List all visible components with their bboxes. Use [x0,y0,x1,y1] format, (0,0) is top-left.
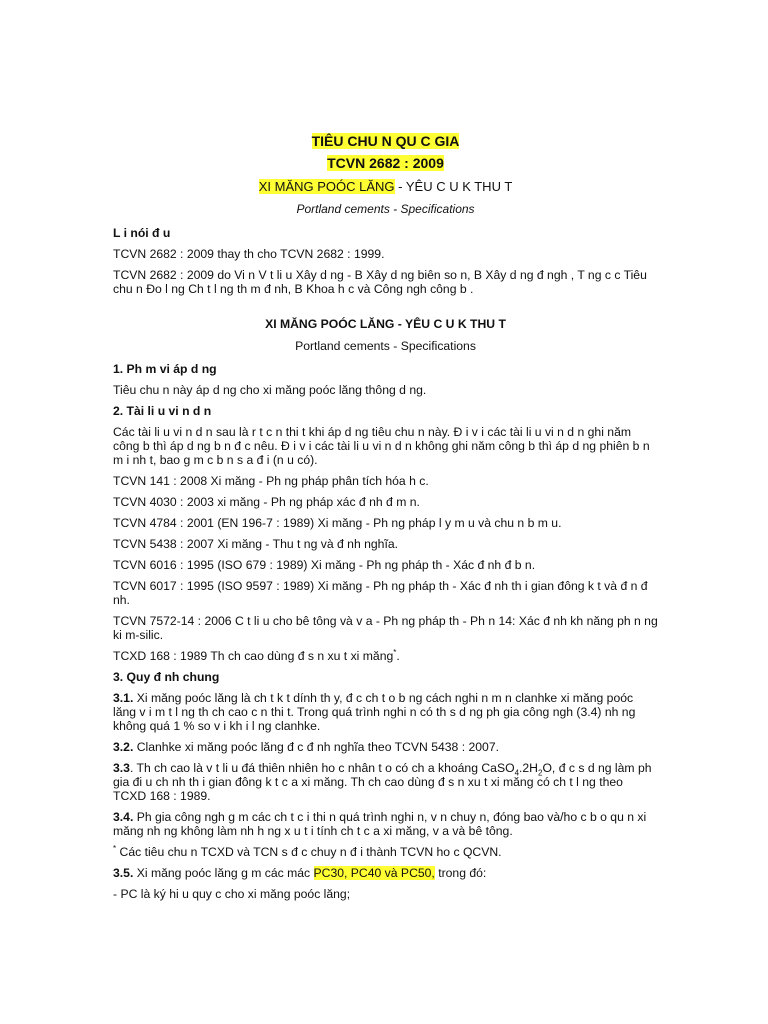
footnote-marker: * [113,843,117,853]
clause-3-3 [113,761,658,803]
footnote-marker: * [393,647,397,657]
clause-text: Clanhke xi măng poóc lăng đ c đ nh nghĩa theo TCVN 5438 : 2007. [133,740,499,754]
clause-3-1 [113,691,658,733]
reference-item: TCVN 6016 : 1995 (ISO 679 : 1989) Xi măng - Ph ng pháp th - Xác đ nh đ b n. [113,558,536,572]
clause-number: 3.5. [113,866,134,880]
clause-text: Xi măng poóc lăng g m các mác [133,866,314,880]
reference-item [113,649,658,663]
scope-heading: 1. Ph m vi áp d ng [113,362,217,376]
scope-paragraph: Tiêu chu n này áp d ng cho xi măng poóc lăng thông d ng. [113,383,427,397]
subscript: 2 [537,768,543,778]
clause-text: Xi măng poóc lăng là ch t k t dính th y, đ c ch t o b ng cách nghi n m n clanhke xi măng poóc lăng v i m t l ng th ch cao c n thi t. Trong quá trình nghi n có th s d ng ph gia công ngh (3.4) nh ng không quá 1 % so v i kh i l ng clanhke. [113,691,636,733]
clause-number: 3.2. [113,740,134,754]
general-heading: 3. Quy đ nh chung [113,670,220,684]
foreword-paragraph: TCVN 2682 : 2009 thay th cho TCVN 2682 : 1999. [113,247,385,261]
standard-heading [113,134,658,148]
clause-text: trong đó: [434,866,487,880]
clause-number: 3.4. [113,810,134,824]
clause-text: .2H [519,761,538,775]
clause-3-2 [113,740,658,754]
standard-code-text: TCVN 2682 : 2009 [327,155,444,171]
subscript: 4 [514,768,520,778]
reference-item: TCVN 5438 : 2007 Xi măng - Thu t ng và đ nh nghĩa. [113,537,399,551]
clause-number: 3.3 [113,761,130,775]
standard-title [113,180,658,194]
standard-code [113,156,658,170]
clause-3-4 [113,810,658,838]
reference-item: TCVN 7572-14 : 2006 C t li u cho bê tông và v a - Ph ng pháp th - Ph n 14: Xác đ nh kh năng ph n ng ki m-silic. [113,614,658,642]
grade-highlight: PC30, PC40 và PC50, [313,866,435,880]
standard-heading-text: TIÊU CHU N QU C GIA [311,133,460,149]
reference-item: TCVN 4030 : 2003 xi măng - Ph ng pháp xác đ nh đ m n. [113,495,420,509]
list-item: - PC là ký hi u quy c cho xi măng poóc lăng; [113,887,351,901]
foreword-paragraph: TCVN 2682 : 2009 do Vi n V t li u Xây d ng - B Xây d ng biên so n, B Xây d ng đ ngh , T ng c c Tiêu chu n Đo l ng Ch t l ng th m đ nh, B Khoa h c và Công ngh công b . [113,268,647,296]
clause-text: O, đ c s d ng làm ph gia đi u ch nh th i gian đông k t c a xi măng. Th ch cao dùng đ s n xu t xi măng có ch t l ng theo TCXD 168 : 1989. [113,761,652,803]
standard-title-highlight: XI MĂNG POÓC LĂNG [258,179,395,194]
reference-tcxd-end: . [396,649,400,663]
footnote-text: Các tiêu chu n TCXD và TCN s đ c chuy n đ i thành TCVN ho c QCVN. [116,845,502,859]
references-intro: Các tài li u vi n d n sau là r t c n thi t khi áp d ng tiêu chu n này. Đ i v i các tài li u vi n d n ghi năm công b thì áp d ng b n đ c nêu. Đ i v i các tài li u vi n d n không ghi năm công b thì áp d ng phiên b n m i nh t, bao g m c b n s a đ i (n u có). [113,425,650,467]
references-heading: 2. Tài li u vi n d n [113,404,212,418]
clause-text: . Th ch cao là v t li u đá thiên nhiên ho c nhân t o có ch a khoáng CaSO [129,761,515,775]
footnote [113,845,658,859]
english-title: Portland cements - Specifications [296,202,475,216]
section-english-title: Portland cements - Specifications [295,339,476,353]
reference-item: TCVN 6017 : 1995 (ISO 9597 : 1989) Xi măng - Ph ng pháp th - Xác đ nh th i gian đông k t và đ n đ nh. [113,579,648,607]
standard-title-rest: - YÊU C U K THU T [394,179,513,194]
reference-item: TCVN 4784 : 2001 (EN 196-7 : 1989) Xi măng - Ph ng pháp l y m u và chu n b m u. [113,516,562,530]
foreword-heading: L i nói đ u [113,226,171,240]
clause-3-5 [113,866,658,880]
reference-tcxd-text: TCXD 168 : 1989 Th ch cao dùng đ s n xu t xi măng [113,649,394,663]
reference-item: TCVN 141 : 2008 Xi măng - Ph ng pháp phân tích hóa h c. [113,474,429,488]
clause-number: 3.1. [113,691,134,705]
clause-text: Ph gia công ngh g m các ch t c i thi n quá trình nghi n, v n chuy n, đóng bao và/ho c b o qu n xi măng nh ng không làm nh h ng x u t i tính ch t c a xi măng, v a và bê tông. [113,810,647,838]
document-body [113,134,658,908]
section-title: XI MĂNG POÓC LĂNG - YÊU C U K THU T [265,317,506,331]
